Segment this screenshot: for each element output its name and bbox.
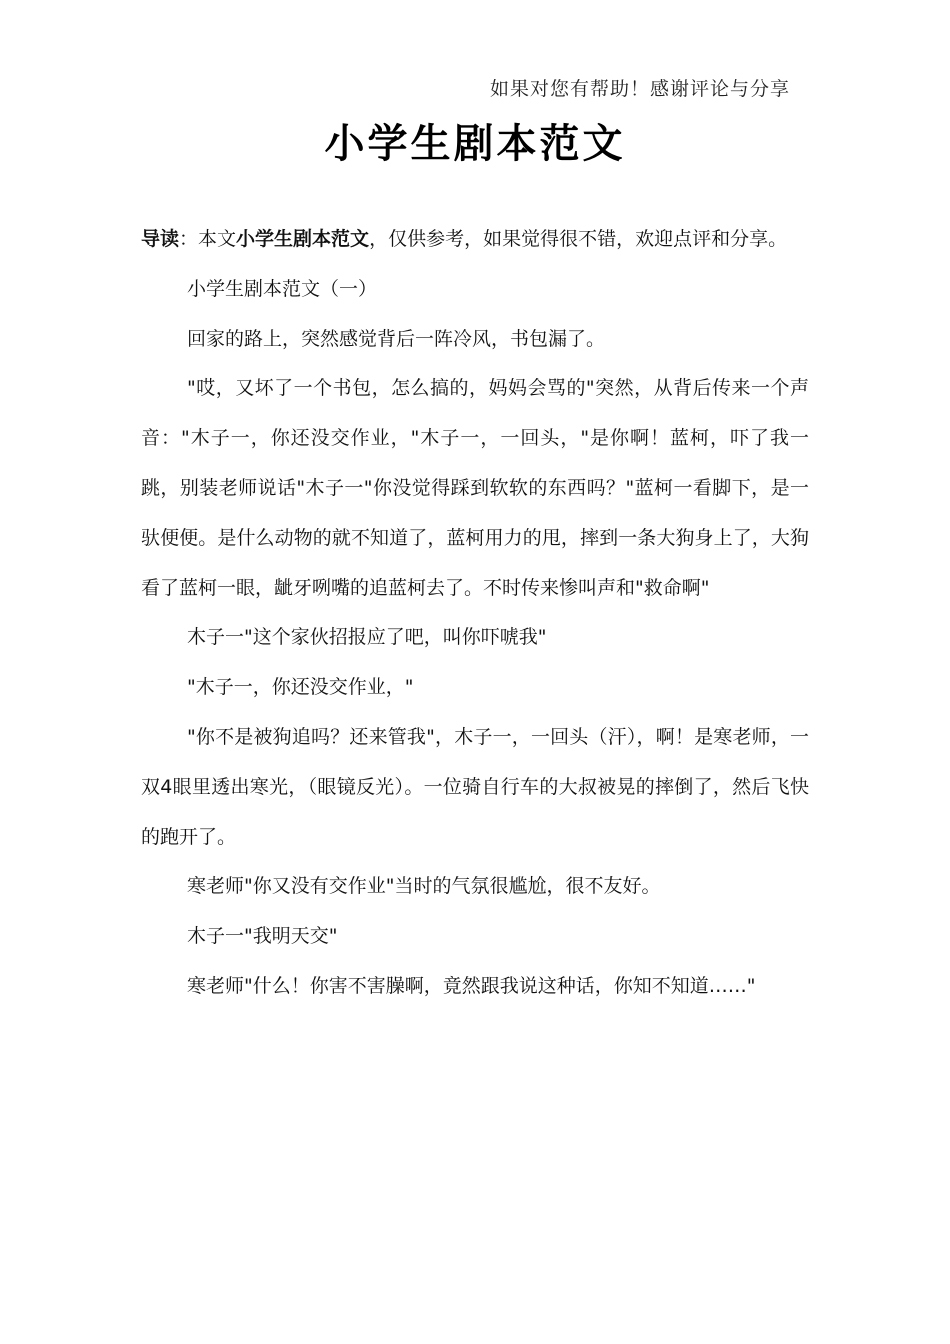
paragraph: 回家的路上，突然感觉背后一阵冷风，书包漏了。 [187, 327, 606, 350]
intro-post: ，仅供参考，如果觉得很不错，欢迎点评和分享。 [369, 228, 788, 250]
paragraph: "你不是被狗追吗？还来管我"，木子一，一回头（汗），啊！是寒老师，一双4眼里透出寒光，（眼镜反光）。一位骑自行车的大叔被晃的摔倒了，然后飞快的跑开了。 [141, 725, 809, 848]
intro-bold-name: 小学生剧本范文 [236, 228, 370, 250]
intro-colon: ： [179, 228, 199, 250]
intro-pre: 本文 [198, 228, 237, 250]
paragraph: 木子一"我明天交" [187, 925, 338, 948]
paragraph: 寒老师"你又没有交作业"当时的气氛很尴尬，很不友好。 [187, 875, 661, 898]
document-title: 小学生剧本范文 [324, 121, 626, 167]
intro-paragraph [141, 215, 809, 265]
paragraph: "哎，又坏了一个书包，怎么搞的，妈妈会骂的"突然，从背后传来一个声音："木子一，你还没交作业，"木子一，一回头，"是你啊！蓝柯，吓了我一跳，别装老师说话"木子一"你没觉得踩到软软的东西吗？"蓝柯一看脚下，是一驮便便。是什么动物的就不知道了，蓝柯用力的甩，摔到一条大狗身上了，大狗看了蓝柯一眼，龇牙咧嘴的追蓝柯去了。不时传来惨叫声和"救命啊" [141, 377, 809, 599]
section-heading: 小学生剧本范文（一） [187, 277, 378, 300]
document-body [141, 215, 809, 1012]
paragraph: 寒老师"什么！你害不害臊啊，竟然跟我说这种话，你知不知道……" [187, 974, 756, 997]
paragraph: "木子一，你还没交作业，" [187, 676, 414, 699]
paragraph: 木子一"这个家伙招报应了吧，叫你吓唬我" [187, 626, 547, 649]
header-note: 如果对您有帮助！感谢评论与分享 [489, 78, 790, 100]
intro-label: 导读 [141, 228, 180, 250]
